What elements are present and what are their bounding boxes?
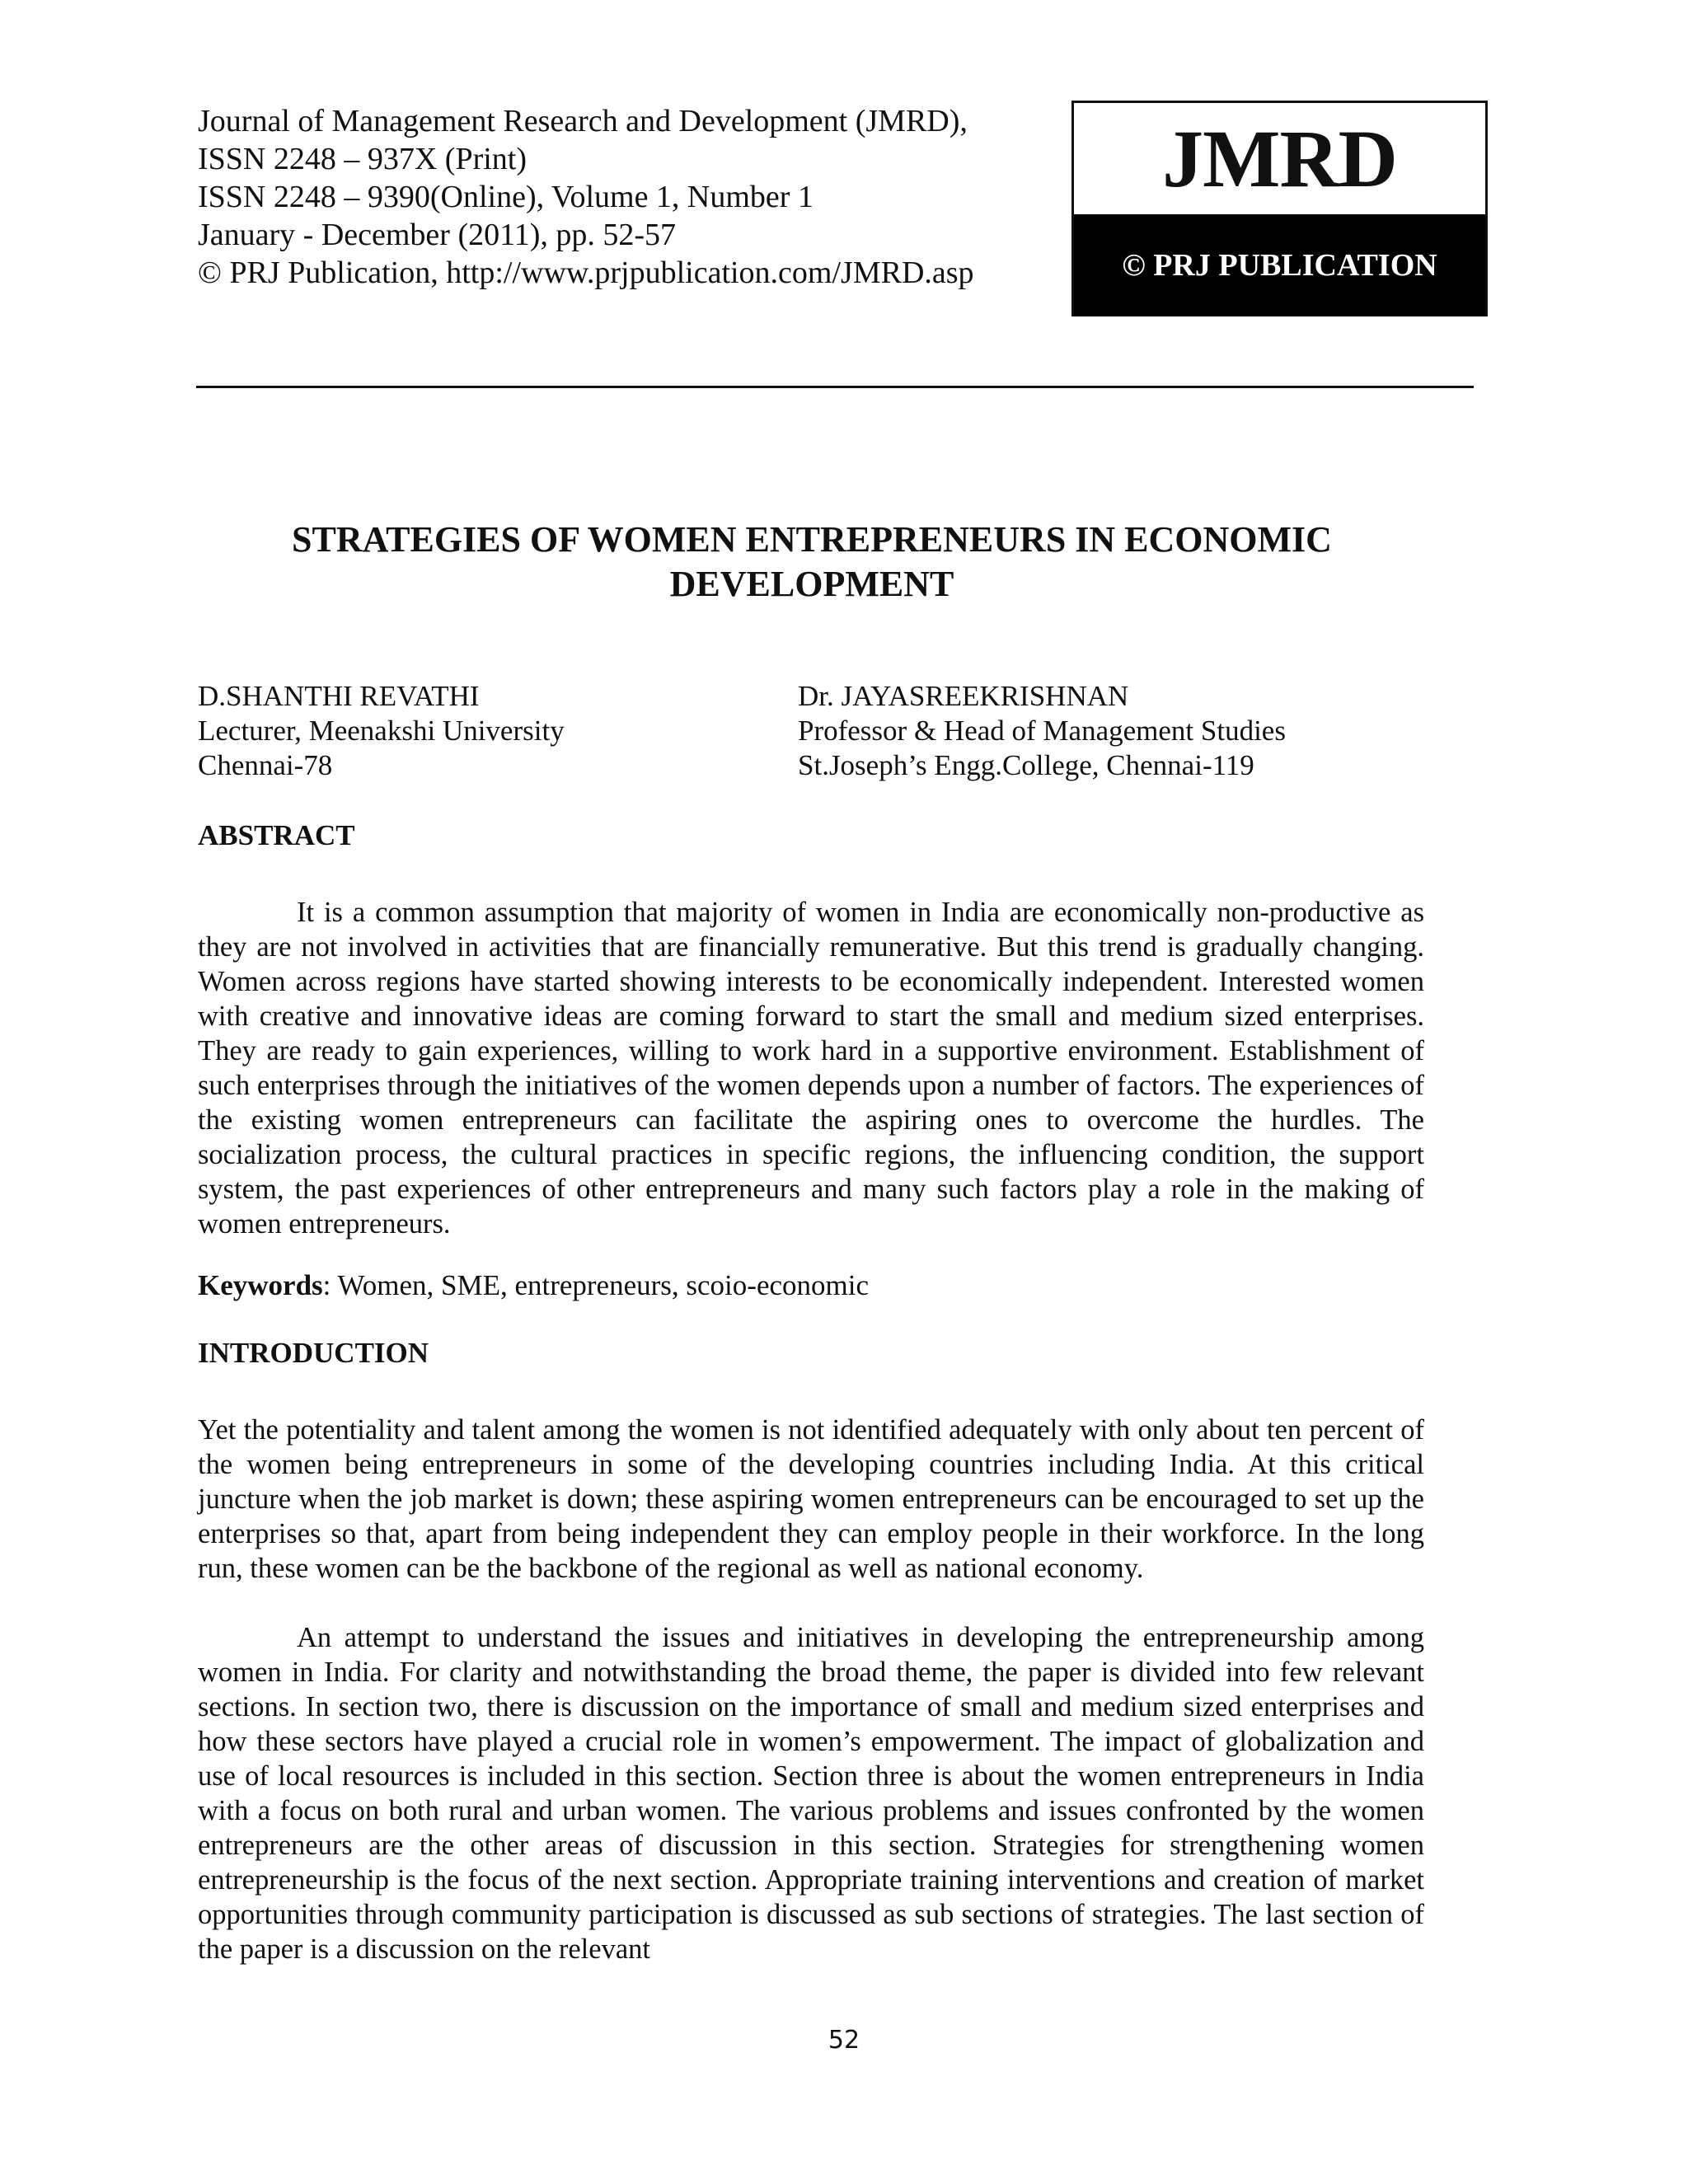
abstract-text: It is a common assumption that majority of women in India are economically non-productive as they are not involved in activities that are financially remunerative. But this trend is gradually changing. Women across regions have started showing interests to be economically independent. Interested women with creative and innovative ideas are coming forward to start the small and medium sized enterprises. They are ready to gain experiences, willing to work hard in a supportive environment. Establishment of such enterprises through the initiatives of the women depends upon a number of factors. The experiences of the existing women entrepreneurs can facilitate the aspiring ones to overcome the hurdles. The socialization process, the cultural practices in specific regions, the influencing condition, the support system, the past experiences of other entrepreneurs and many such factors play a role in the making of women entrepreneurs. — [198, 897, 1424, 1240]
publisher-line: © PRJ Publication, http://www.prjpublication.com/JMRD.asp — [198, 255, 974, 290]
keywords-label: Keywords — [198, 1269, 323, 1301]
author-location: St.Joseph’s Engg.College, Chennai-119 — [798, 749, 1254, 781]
header-divider — [196, 386, 1474, 388]
author-affiliation: Professor & Head of Management Studies — [798, 715, 1286, 747]
page-number: 52 — [828, 2026, 860, 2055]
keywords-line — [198, 1269, 869, 1302]
issn-print: ISSN 2248 – 937X (Print) — [198, 142, 528, 176]
author-affiliation: Lecturer, Meenakshi University — [198, 715, 565, 747]
logo-publisher-band: © PRJ PUBLICATION — [1074, 214, 1485, 316]
introduction-heading: INTRODUCTION — [198, 1337, 429, 1369]
issn-online: ISSN 2248 – 9390(Online), Volume 1, Number 1 — [198, 180, 814, 214]
introduction-paragraph-1: Yet the potentiality and talent among the women is not identified adequately with only about ten percent of the women being entrepreneurs in some of the developing countries including India. At this critical juncture when the job market is down; these aspiring women entrepreneurs can be encouraged to set up the enterprises so that, apart from being independent they can employ people in their workforce. In the long run, these women can be the backbone of the regional as well as national economy. — [198, 1414, 1424, 1584]
introduction-paragraph-2: An attempt to understand the issues and initiatives in developing the entrepreneurship among women in India. For clarity and notwithstanding the broad theme, the paper is divided into few relevant sections. In section two, there is discussion on the importance of small and medium sized enterprises and how these sectors have played a crucial role in women’s empowerment. The impact of globalization and use of local resources is included in this section. Section three is about the women entrepreneurs in India with a focus on both rural and urban women. The various problems and issues confronted by the women entrepreneurs are the other areas of discussion in this section. Strategies for strengthening women entrepreneurship is the focus of the next section. Appropriate training interventions and creation of market opportunities through community participation is discussed as sub sections of strategies. The last section of the paper is a discussion on the relevant — [198, 1622, 1424, 1965]
paper-title — [198, 518, 1426, 607]
abstract-heading: ABSTRACT — [198, 819, 355, 851]
title-line-1: STRATEGIES OF WOMEN ENTREPRENEURS IN ECONOMIC — [292, 519, 1332, 560]
author-block-2 — [798, 679, 1286, 783]
title-line-2: DEVELOPMENT — [669, 564, 954, 604]
author-block-1 — [198, 679, 565, 783]
author-name: Dr. JAYASREEKRISHNAN — [798, 680, 1129, 712]
journal-header — [198, 102, 1071, 292]
logo-title: JMRD — [1162, 113, 1397, 204]
journal-name: Journal of Management Research and Development (JMRD), — [198, 104, 968, 138]
journal-logo — [1071, 101, 1488, 316]
author-location: Chennai-78 — [198, 749, 333, 781]
keywords-value: : Women, SME, entrepreneurs, scoio-economic — [322, 1269, 869, 1301]
issue-dates: January - December (2011), pp. 52-57 — [198, 218, 677, 252]
author-name: D.SHANTHI REVATHI — [198, 680, 480, 712]
